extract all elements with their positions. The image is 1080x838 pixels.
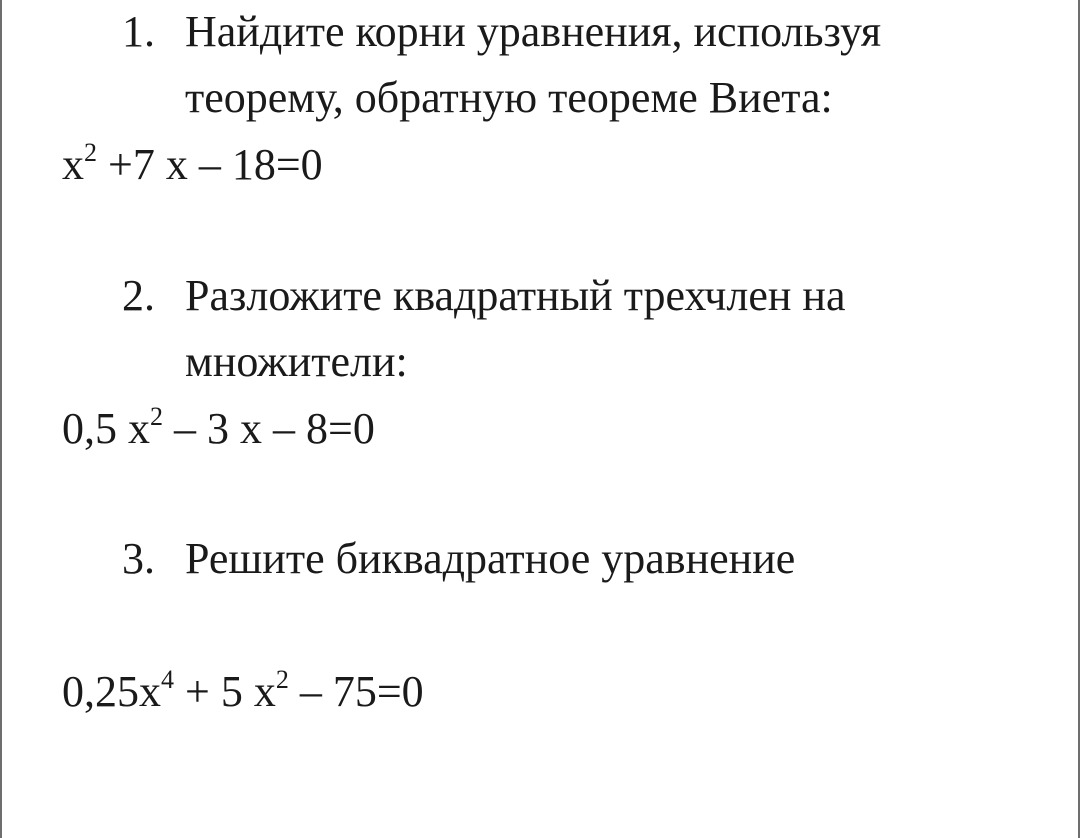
task-2-text-line-1: Разложите квадратный трехчлен на [185, 271, 846, 320]
task-1-text-line-2: теорему, обратную теореме Виета: [185, 73, 833, 122]
task-2-text-line-2: множители: [185, 337, 408, 386]
task-3-eq-part-2: + 5 x [174, 667, 276, 716]
task-1-number: 1. [122, 7, 155, 56]
task-3-text-line-1: Решите биквадратное уравнение [185, 534, 796, 583]
task-2-eq-exponent-1: 2 [150, 402, 163, 431]
task-1-equation [62, 138, 323, 189]
task-1-eq-part-1: x [62, 140, 84, 189]
task-1-text-line-1: Найдите корни уравнения, используя [185, 7, 882, 56]
task-3-number: 3. [122, 534, 155, 583]
task-3-eq-part-3: – 75=0 [288, 667, 424, 716]
task-2-number: 2. [122, 271, 155, 320]
task-3-eq-part-1: 0,25x [62, 667, 161, 716]
left-border [0, 0, 2, 838]
task-3-eq-exponent-2: 2 [275, 665, 289, 694]
task-2-equation [62, 402, 375, 453]
task-1-eq-exponent-1: 2 [84, 138, 97, 167]
task-2-eq-part-2: – 3 x – 8=0 [163, 404, 375, 453]
task-3-equation [62, 665, 424, 716]
task-3-eq-exponent-1: 4 [161, 665, 174, 694]
task-2-eq-part-1: 0,5 x [62, 404, 150, 453]
task-1-eq-part-2: +7 x – 18=0 [97, 140, 323, 189]
